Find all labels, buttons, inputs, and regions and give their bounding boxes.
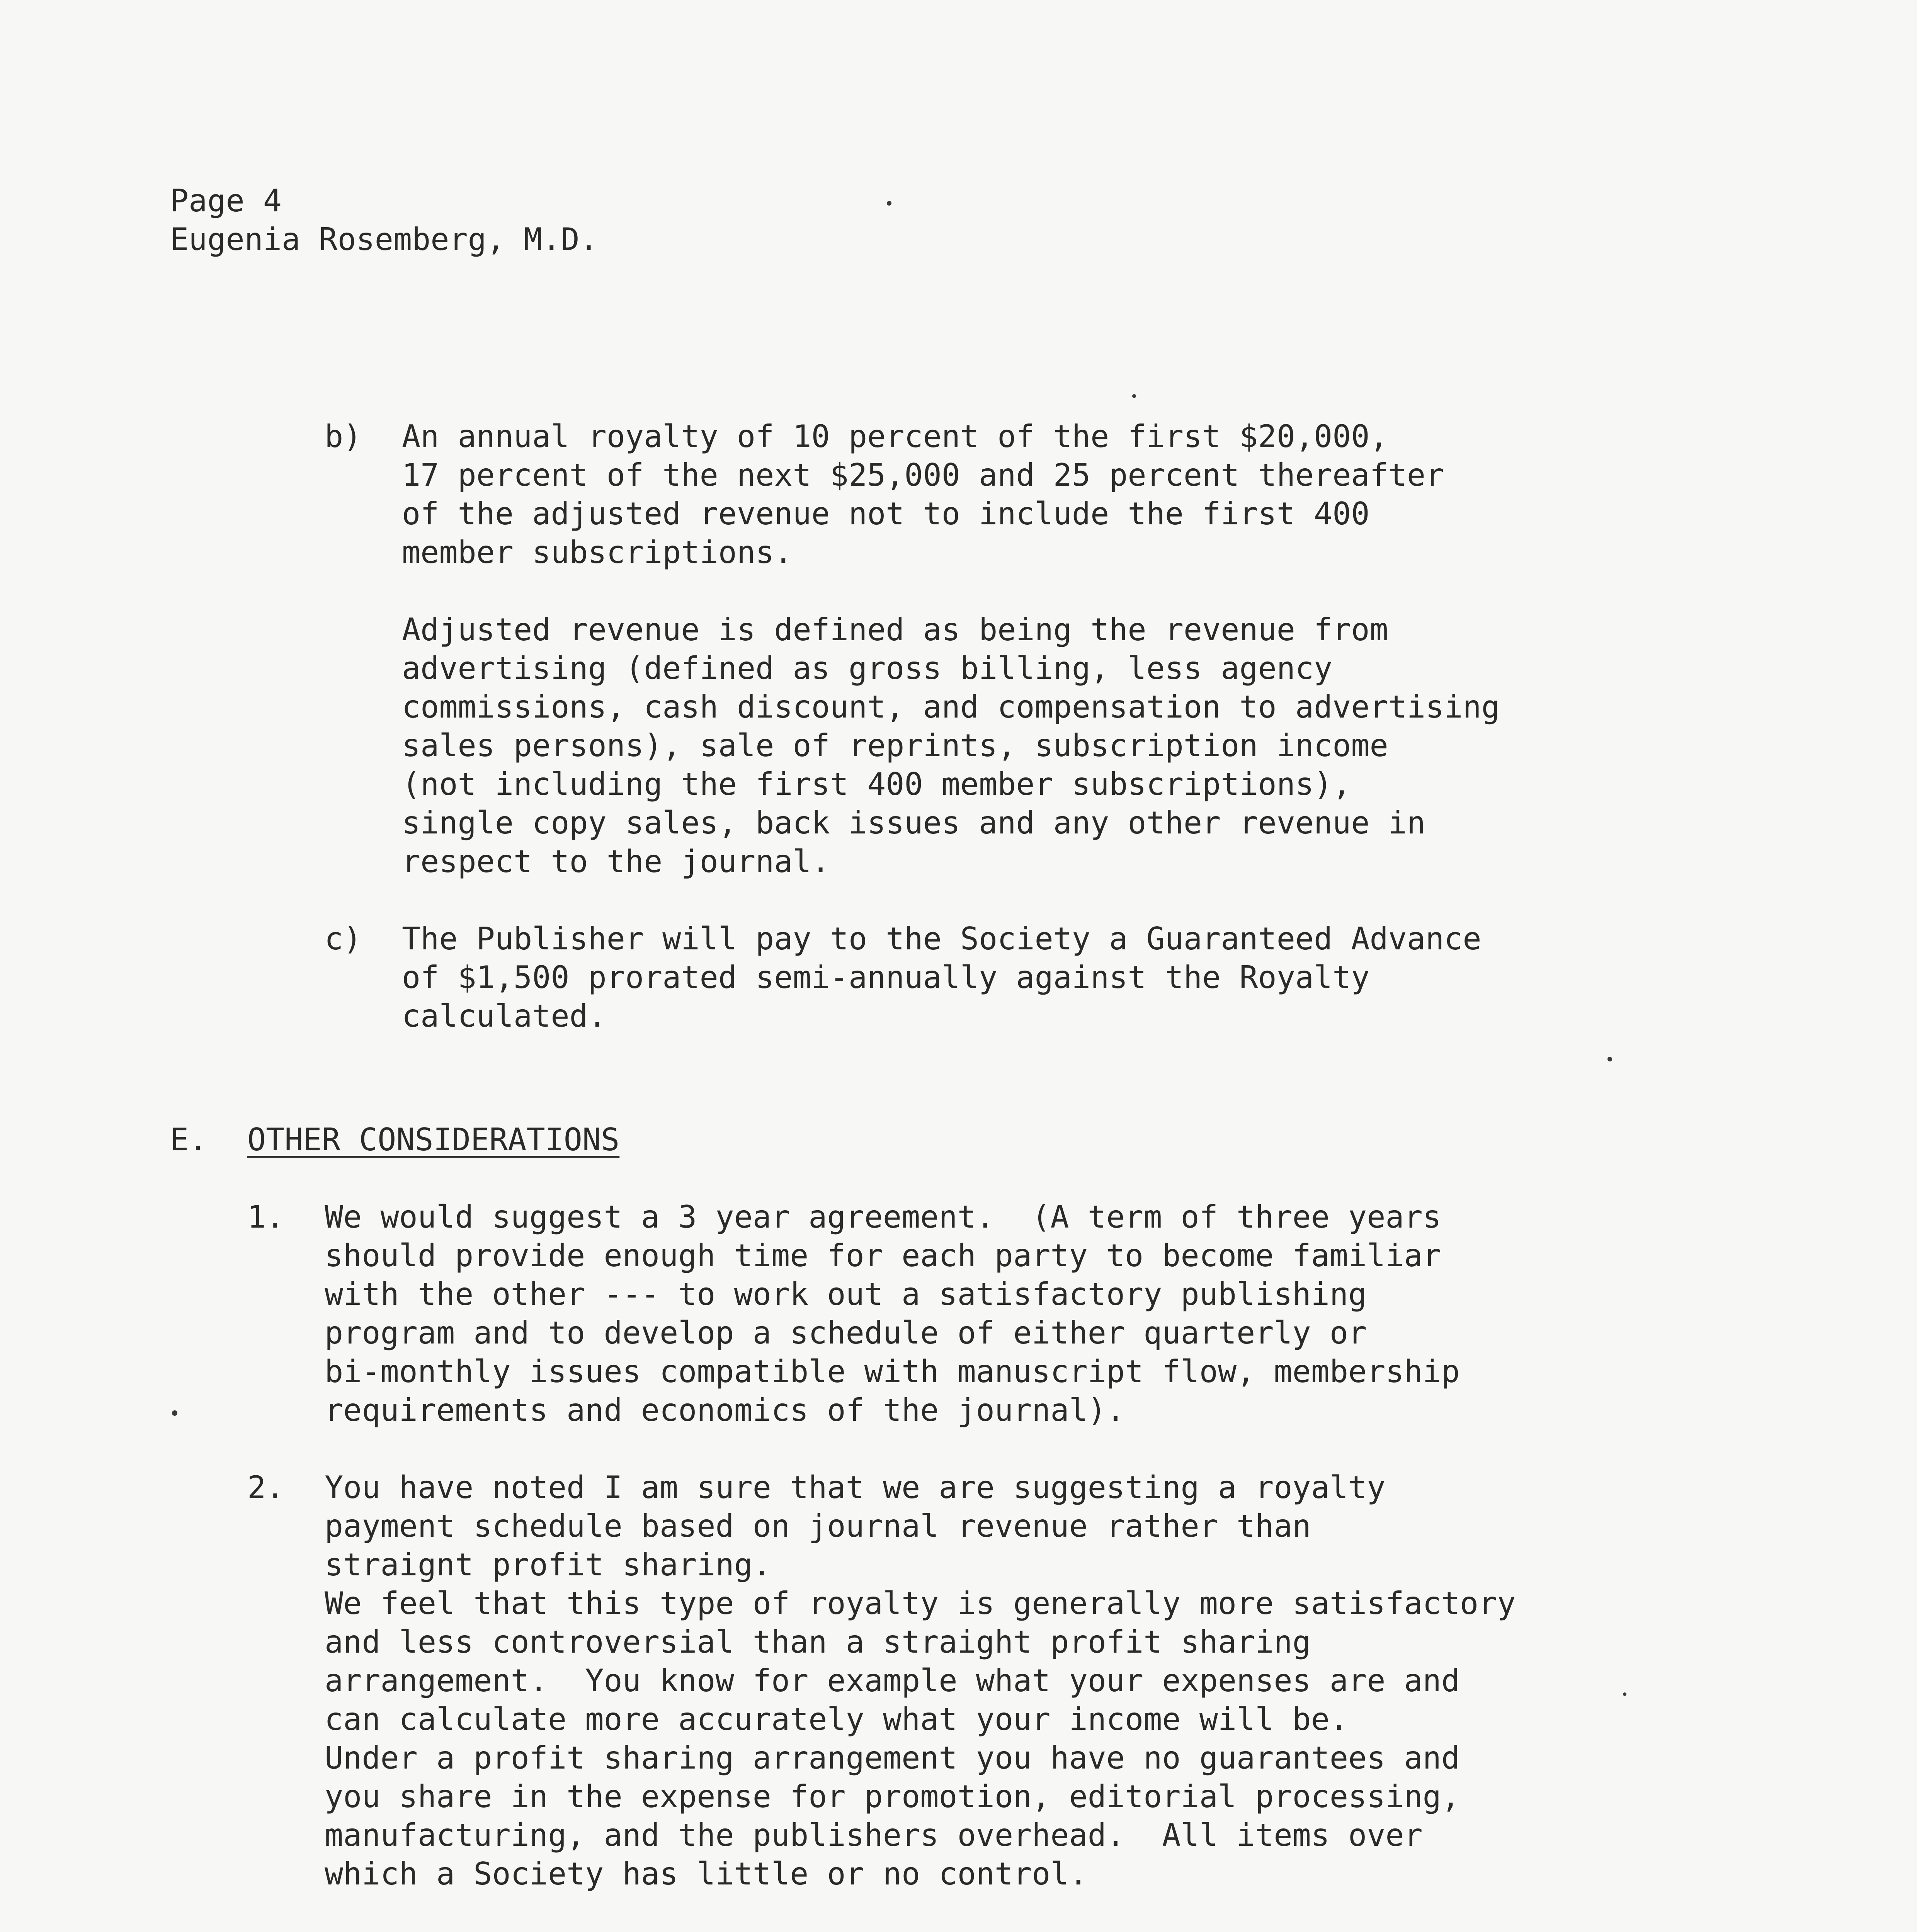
item-2-line: Under a profit sharing arrangement you have no guarantees and <box>325 1740 1460 1776</box>
item-2-line: straignt profit sharing. <box>325 1547 771 1583</box>
definition-line: sales persons), sale of reprints, subscription income <box>402 728 1388 764</box>
item-c-line: of $1,500 prorated semi-annually against the Royalty <box>402 959 1370 995</box>
item-2-line: you share in the expense for promotion, editorial processing, <box>325 1779 1460 1815</box>
scan-speck <box>887 201 891 206</box>
item-2-line: You have noted I am sure that we are suggesting a royalty <box>325 1469 1386 1505</box>
section-title: OTHER CONSIDERATIONS <box>247 1122 620 1158</box>
item-b-marker: b) <box>325 418 362 454</box>
item-2-line: We feel that this type of royalty is generally more satisfactory <box>325 1585 1516 1621</box>
item-1-line: program and to develop a schedule of either quarterly or <box>325 1315 1367 1351</box>
definition-line: advertising (defined as gross billing, less agency <box>402 650 1333 686</box>
scan-speck <box>1132 394 1136 398</box>
scan-speck <box>172 1410 177 1416</box>
definition-line: respect to the journal. <box>402 844 830 879</box>
item-1-line: We would suggest a 3 year agreement. (A term of three years <box>325 1199 1441 1235</box>
item-2-number: 2. <box>247 1469 285 1505</box>
definition-line: (not including the first 400 member subscriptions), <box>402 766 1351 802</box>
definition-line: commissions, cash discount, and compensation to advertising <box>402 689 1500 725</box>
section-letter: E. <box>170 1122 208 1158</box>
item-c-line: The Publisher will pay to the Society a Guaranteed Advance <box>402 921 1482 957</box>
item-2-line: payment schedule based on journal revenue rather than <box>325 1508 1311 1544</box>
item-2-line: arrangement. You know for example what your expenses are and <box>325 1663 1460 1699</box>
item-b-line: An annual royalty of 10 percent of the first $20,000, <box>402 418 1388 454</box>
item-1-line: requirements and economics of the journal). <box>325 1392 1125 1428</box>
definition-line: Adjusted revenue is defined as being the revenue from <box>402 612 1388 648</box>
item-b-line: 17 percent of the next $25,000 and 25 percent thereafter <box>402 457 1444 493</box>
item-2-line: and less controversial than a straight profit sharing <box>325 1624 1311 1660</box>
definition-line: single copy sales, back issues and any other revenue in <box>402 805 1426 841</box>
item-1-line: should provide enough time for each party to become familiar <box>325 1238 1441 1274</box>
item-1-line: bi-monthly issues compatible with manuscript flow, membership <box>325 1354 1460 1389</box>
item-b-line: member subscriptions. <box>402 534 793 570</box>
item-c-marker: c) <box>325 921 362 957</box>
item-2-line: manufacturing, and the publishers overhead. All items over <box>325 1817 1423 1853</box>
item-b-line: of the adjusted revenue not to include the first 400 <box>402 496 1370 532</box>
item-1-number: 1. <box>247 1199 285 1235</box>
scan-speck <box>1607 1057 1612 1061</box>
page-number: Page 4 <box>170 183 282 219</box>
item-2-line: can calculate more accurately what your income will be. <box>325 1701 1349 1737</box>
item-1-line: with the other --- to work out a satisfactory publishing <box>325 1276 1367 1312</box>
item-c-line: calculated. <box>402 998 607 1034</box>
item-2-line: which a Society has little or no control. <box>325 1856 1088 1892</box>
recipient-name: Eugenia Rosemberg, M.D. <box>170 221 598 257</box>
scan-speck <box>1623 1692 1626 1696</box>
